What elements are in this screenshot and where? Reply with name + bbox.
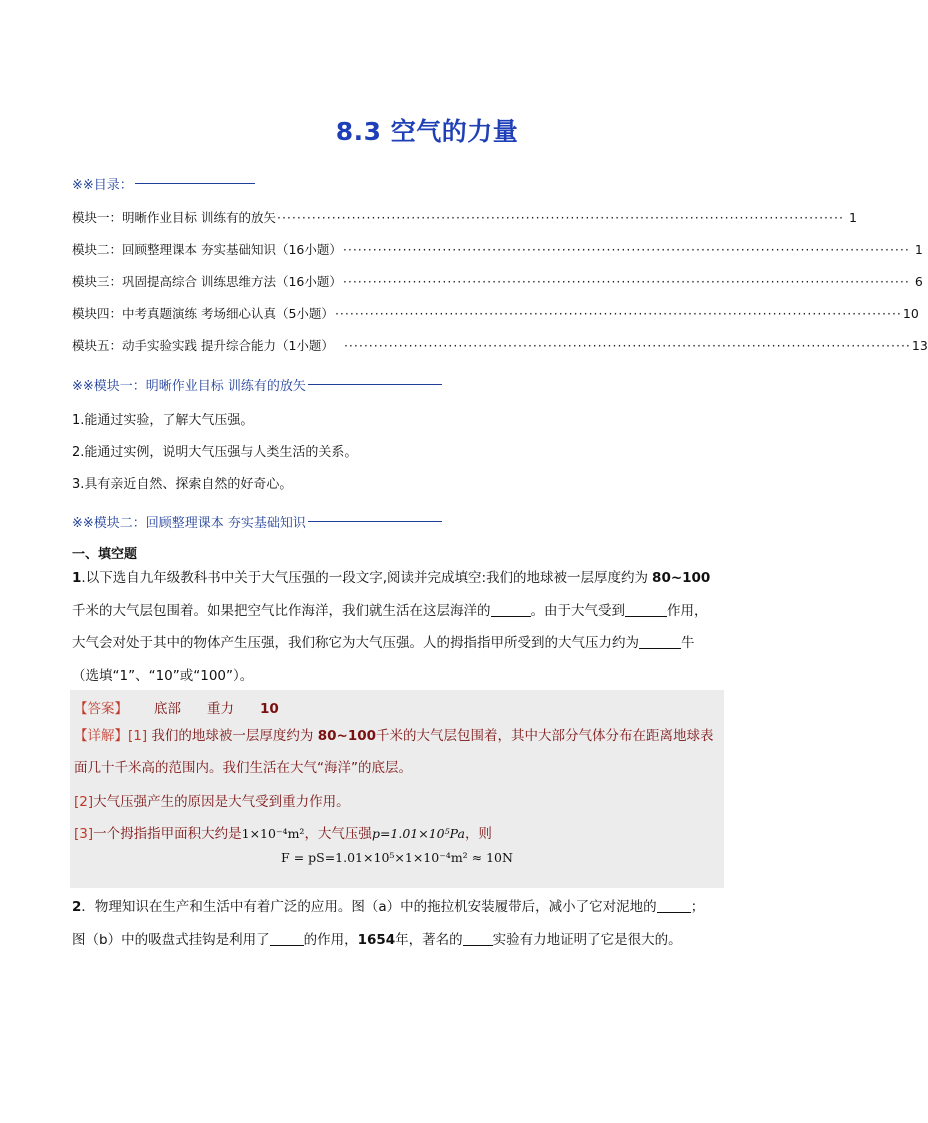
toc-leader: ·················································································································· xyxy=(276,210,844,225)
answer-tag: 【答案】 xyxy=(74,701,128,717)
question-text: .以下选自九年级教科书中关于大气压强的一段文字,阅读并完成填空:我们的地球被一层厚度约为 xyxy=(81,570,649,586)
question-text: 作用， xyxy=(667,602,708,619)
toc-leader: ·················································································································· xyxy=(342,242,910,257)
detail-tag: 【详解】 xyxy=(74,728,128,744)
detail-text: 大气压强产生的原因是大气受到重力作用。 xyxy=(93,794,350,810)
question-text: 。由于大气受到 xyxy=(530,602,625,619)
toc-leader: ·················································································································· xyxy=(342,274,910,289)
formula: F = pS=1.01×10⁵×1×10⁻⁴m² ≈ 10N xyxy=(281,850,513,865)
section-subheading: 一、填空题 xyxy=(72,547,138,562)
answer-blank[interactable] xyxy=(463,931,493,946)
toc-item-2[interactable] xyxy=(72,240,923,258)
question-2 xyxy=(72,891,724,956)
detail-text: ，大气压强 xyxy=(304,826,372,842)
answer-blank[interactable] xyxy=(270,931,304,946)
question-value: 1654 xyxy=(357,931,396,948)
detail-mark: [2] xyxy=(74,794,94,810)
answer-blank[interactable] xyxy=(657,898,691,913)
goal-item: 2.能通过实例，说明大气压强与人类生活的关系。 xyxy=(72,445,358,460)
toc-item-1[interactable] xyxy=(72,208,857,226)
question-text: 千米的大气层包围着。如果把空气比作海洋，我们就生活在这层海洋的 xyxy=(72,602,491,619)
question-number: 1 xyxy=(72,570,82,586)
answer-line xyxy=(74,697,279,717)
answer-detail xyxy=(74,720,720,784)
module1-heading-label: ※※模块一：明晰作业目标 训练有的放矢 xyxy=(72,379,306,394)
toc-item-label: 模块五：动手实验实践 提升综合能力（1小题） xyxy=(72,338,334,353)
toc-heading xyxy=(72,174,255,193)
question-1 xyxy=(72,562,724,692)
question-value: 80~100 xyxy=(652,570,711,586)
question-text: ； xyxy=(690,899,705,915)
module2-heading xyxy=(72,512,442,531)
question-text: 年，著名的 xyxy=(395,931,463,948)
answer-detail-3 xyxy=(74,818,720,850)
detail-text: 我们的地球被一层厚度约为 xyxy=(151,728,314,744)
question-text: 实验有力地证明了它是很大的。 xyxy=(492,931,682,948)
goal-item: 1.能通过实验，了解大气压强。 xyxy=(72,413,254,428)
toc-leader: ·················································································································· xyxy=(334,306,902,321)
answer-detail-2 xyxy=(74,786,720,818)
answer-blank[interactable] xyxy=(639,634,681,649)
heading-rule xyxy=(308,521,442,522)
detail-math: 1×10⁻⁴m² xyxy=(241,826,305,841)
toc-item-page: 1 xyxy=(914,242,923,257)
answer-blank[interactable] xyxy=(625,602,667,617)
toc-item-3[interactable] xyxy=(72,272,923,290)
answer-value: 重力 xyxy=(207,701,234,717)
toc-item-page: 10 xyxy=(902,306,919,321)
answer-blank[interactable] xyxy=(491,602,531,617)
question-text: （选填“1”、“10”或“100”）。 xyxy=(72,667,254,684)
question-text: 牛 xyxy=(681,635,695,651)
question-number: 2 xyxy=(72,899,82,915)
detail-math: p=1.01×10⁵Pa xyxy=(371,826,465,841)
goal-item: 3.具有亲近自然、探索自然的好奇心。 xyxy=(72,477,293,492)
toc-item-label: 模块四：中考真题演练 考场细心认真（5小题） xyxy=(72,306,334,321)
toc-item-page: 13 xyxy=(911,338,928,353)
question-text: 图（b）中的吸盘式挂钩是利用了 xyxy=(72,931,270,948)
toc-item-page: 6 xyxy=(914,274,923,289)
toc-leader: ·················································································································· xyxy=(343,338,911,353)
page-title: 8.3 空气的力量 xyxy=(335,117,519,146)
question-text: 大气会对处于其中的物体产生压强，我们称它为大气压强。人的拇指指甲所受到的大气压力约为 xyxy=(72,635,639,651)
toc-item-page: 1 xyxy=(849,210,857,225)
heading-rule xyxy=(135,183,255,184)
toc-item-5[interactable] xyxy=(72,336,928,354)
toc-item-label: 模块一：明晰作业目标 训练有的放矢 xyxy=(72,210,276,225)
toc-item-label: 模块二：回顾整理课本 夯实基础知识（16小题） xyxy=(72,242,342,257)
question-text: ．物理知识在生产和生活中有着广泛的应用。图（a）中的拖拉机安装履带后，减小了它对泥地的 xyxy=(81,899,657,915)
detail-text: 千米的大气层包围着，其中大部分气体分布在距离地球表面几十千米高的范围内。我们生活在大气“海洋”的底层。 xyxy=(74,728,714,776)
toc-item-label: 模块三：巩固提高综合 训练思维方法（16小题） xyxy=(72,274,342,289)
answer-value: 底部 xyxy=(154,701,181,717)
toc-heading-label: ※※目录： xyxy=(72,178,133,193)
detail-value: 80~100 xyxy=(317,728,376,744)
module1-heading xyxy=(72,375,442,394)
heading-rule xyxy=(308,384,442,385)
detail-text: ，则 xyxy=(464,826,492,842)
toc-item-4[interactable] xyxy=(72,304,919,322)
module2-heading-label: ※※模块二：回顾整理课本 夯实基础知识 xyxy=(72,516,306,531)
question-text: 的作用， xyxy=(303,931,358,948)
detail-text: 一个拇指指甲面积大约是 xyxy=(93,826,242,842)
answer-value: 10 xyxy=(260,701,279,717)
detail-mark: [1] xyxy=(128,728,148,744)
detail-mark: [3] xyxy=(74,826,94,842)
